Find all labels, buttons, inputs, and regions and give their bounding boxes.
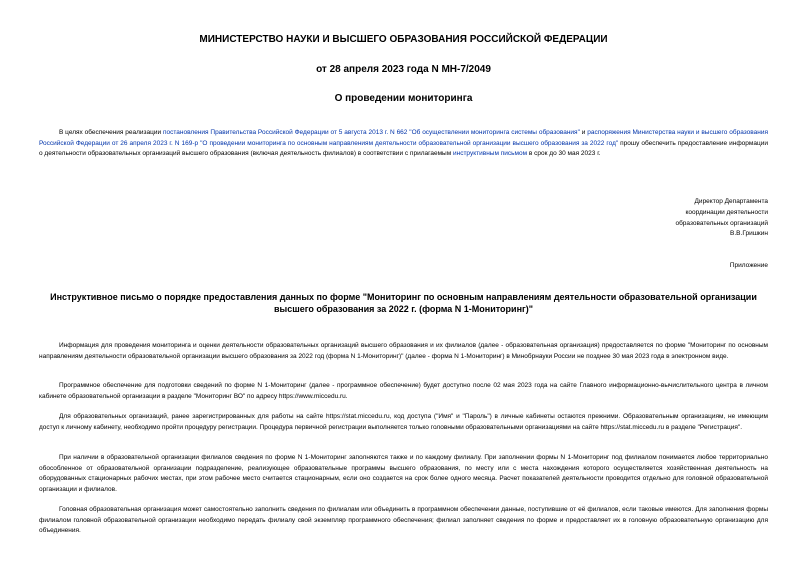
document-date-number: от 28 апреля 2023 года N МН-7/2049 — [316, 64, 491, 75]
signature-block — [675, 197, 768, 240]
signature-name: В.В.Гришкин — [730, 230, 768, 238]
intro-text-4: в срок до 30 мая 2023 г. — [527, 150, 601, 158]
body-paragraph-5: Головная образовательная организация может самостоятельно заполнить сведения по филиалам или объединить в программном обеспечении данные, поступившие от её филиалов, если таковые имеются. Для заполнения формы филиалом головной образовательной организации необходимо передать филиалу свой экземпляр программного обеспечения; филиал заполняет сведения по форме и предоставляет их в головную образовательную организацию для объединения. — [39, 506, 768, 535]
instruction-letter-link[interactable]: инструктивным письмом — [452, 150, 528, 158]
instruction-title: Инструктивное письмо о порядке предоставления данных по форме "Мониторинг по основным направлениям деятельности образовательной организации высшего образования за 2022 г. (форма N 1-Мониторинг)" — [50, 292, 757, 314]
signature-position-line-3: образовательных организаций — [675, 219, 768, 227]
government-decree-link[interactable]: постановления Правительства Российской Федерации от 5 августа 2013 г. N 662 "Об осуществлении мониторинга системы образования" — [162, 129, 580, 136]
body-paragraph-4: При наличии в образовательной организации филиалов сведения по форме N 1-Мониторинг заполняются также и по каждому филиалу. При заполнении формы N 1-Мониторинг под филиалом понимается любое территориально обособленное от образовательной организации подразделение, реализующее образовательные программы высшего образования, по месту или с места нахождения которого осуществляется хозяйственная деятельность на оборудованных стационарных рабочих местах, при этом рабочее место считается стационарным, если оно создается на срок более одного месяца. Расчет показателей деятельности проводится отдельно для головной образовательной организации и филиалов. — [39, 454, 768, 493]
document-title: О проведении мониторинга — [334, 93, 473, 104]
body-paragraph-1: Информация для проведения мониторинга и оценки деятельности образовательных организаций высшего образования и их филиалов (далее - образовательная организация) предоставляется по форме "Мониторинг по основным направлениям деятельности образовательной организации высшего образования за 2022 год (форма N 1-Мониторинг)" (далее - форма N 1-Мониторинг) в Минобрнауки России не позднее 30 мая 2023 года в электронном виде. — [39, 342, 768, 360]
ministry-heading: МИНИСТЕРСТВО НАУКИ И ВЫСШЕГО ОБРАЗОВАНИЯ РОССИЙСКОЙ ФЕДЕРАЦИИ — [199, 34, 608, 45]
body-paragraph-2: Программное обеспечение для подготовки сведений по форме N 1-Мониторинг (далее - программное обеспечение) будет доступно после 02 мая 2023 года на сайте Главного информационно-вычислительного центра в личном кабинете образовательной организации в разделе "Мониторинг ВО" по адресу https://www.miccedu.ru. — [39, 382, 768, 400]
ministry-order-link[interactable]: распоряжения Министерства науки и высшего образования Российской Федерации от 26 апреля 2023 г. N 169-р "О проведении мониторинга по основным направлениям деятельности образовательной организации высшего образования за 2022 год" — [39, 129, 768, 147]
intro-paragraph — [39, 128, 768, 160]
body-paragraph-3: Для образовательных организаций, ранее зарегистрированных для работы на сайте https://stat.miccedu.ru, код доступа ("Имя" и "Пароль") в личные кабинеты остаются прежними. Образовательным организациям, не имеющим доступ к личному кабинету, необходимо пройти процедуру регистрации. Процедура первичной регистрации выполняется только головными образовательными организациями на сайте https://stat.miccedu.ru в разделе "Регистрация". — [39, 413, 768, 431]
intro-text-3: прошу обеспечить предоставление информации о деятельности образовательных организаций высшего образования (включая деятельность филиалов) в соответствии с прилагаемым — [39, 139, 768, 158]
intro-text-1: В целях обеспечения реализации — [59, 129, 163, 136]
intro-text-2: и — [579, 129, 588, 136]
appendix-label: Приложение — [729, 262, 768, 269]
signature-position-line-1: Директор Департамента — [694, 198, 768, 205]
signature-position-line-2: координации деятельности — [685, 208, 768, 216]
